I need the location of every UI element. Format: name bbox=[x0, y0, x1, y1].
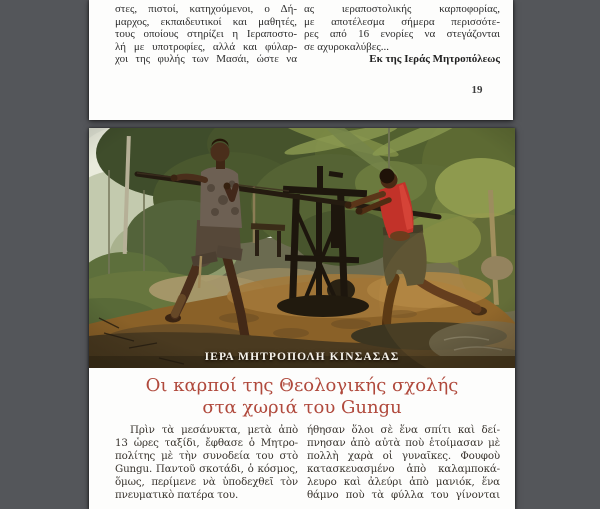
page-19 bbox=[89, 0, 513, 120]
text-line: θάμνο ποὺ τὰ φύλλα του γίνονται bbox=[307, 489, 500, 502]
text-column-right bbox=[304, 3, 500, 66]
two-column-text bbox=[89, 419, 515, 502]
article-signature: Εκ της Ιεράς Μητροπόλεως bbox=[369, 53, 500, 66]
text-line: πνευματικὸ πατέρα του. bbox=[115, 489, 239, 502]
two-column-text bbox=[89, 0, 513, 66]
text-line: κατασκευασμένο ἀπὸ καλαμποκά- bbox=[307, 463, 500, 476]
text-line: Gungu. Παντοῦ σκοτάδι, ὁ κόσμος, bbox=[115, 463, 298, 476]
text-line: μαρχος, εκπαιδευτικοί και μαθητές, bbox=[115, 15, 297, 28]
vignette-overlay bbox=[89, 128, 515, 368]
photo-caption: ΙΕΡΑ ΜΗΤΡΟΠΟΛΗ ΚΙΝΣΑΣΑΣ bbox=[204, 351, 400, 363]
text-line: ὅμως, περίμενε νὰ ὑποδεχθεῖ τὸν bbox=[115, 476, 298, 489]
text-line: πολλὴ χαρὰ οἱ γυναῖκες. Φουφοὺ bbox=[307, 450, 500, 463]
text-line: Πρὶν τὰ μεσάνυκτα, μετὰ ἀπὸ bbox=[130, 424, 298, 436]
text-line: σε αχυροκαλύβες... bbox=[304, 40, 389, 53]
article-title-line1: Οι καρποί της Θεολογικής σχολής bbox=[145, 375, 459, 396]
text-line: ρες από 16 ενορίες να στεγάζονται bbox=[304, 28, 500, 41]
text-line: 13 ὧρες ταξίδι, ἔφθασε ὁ Μητρο- bbox=[115, 437, 298, 450]
text-column-right bbox=[307, 424, 500, 502]
text-line: λευρο καὶ ἀλεύρι ἀπὸ μανιόκ, ἕνα bbox=[307, 476, 500, 489]
text-line: ήθησαν ὅλοι σὲ ἕνα σπίτι καὶ δεί- bbox=[307, 424, 500, 436]
article-title bbox=[89, 375, 515, 419]
page-20 bbox=[89, 128, 515, 509]
text-line: με αποτέλεσμα σήμερα περισσότε- bbox=[304, 15, 500, 28]
article-title-line2: στα χωριά του Gungu bbox=[202, 397, 402, 418]
text-line: λή με υποτροφίες, αλλά και φύλαρ- bbox=[115, 40, 297, 53]
page-number: 19 bbox=[471, 84, 483, 96]
text-column-left bbox=[115, 424, 298, 502]
text-line: χοι της φυλής των Μασάι, ώστε να bbox=[115, 53, 297, 66]
article-photo bbox=[89, 128, 515, 368]
text-line: πνησαν ἀπὸ αὐτὰ ποὺ ἑτοίμασαν μὲ bbox=[307, 437, 500, 450]
text-line: πολίτης μὲ τὴν συνοδεία του στὸ bbox=[115, 450, 298, 463]
text-column-left bbox=[115, 3, 297, 66]
text-line: ας ιεραποστολικής καρποφορίας, bbox=[304, 3, 500, 15]
text-line: τους οποίους στηρίζει η Ιεραποστο- bbox=[115, 28, 297, 41]
text-line: στες, πιστοί, κατηχούμενοι, ο Δή- bbox=[115, 3, 297, 15]
photo-illustration bbox=[89, 128, 515, 368]
